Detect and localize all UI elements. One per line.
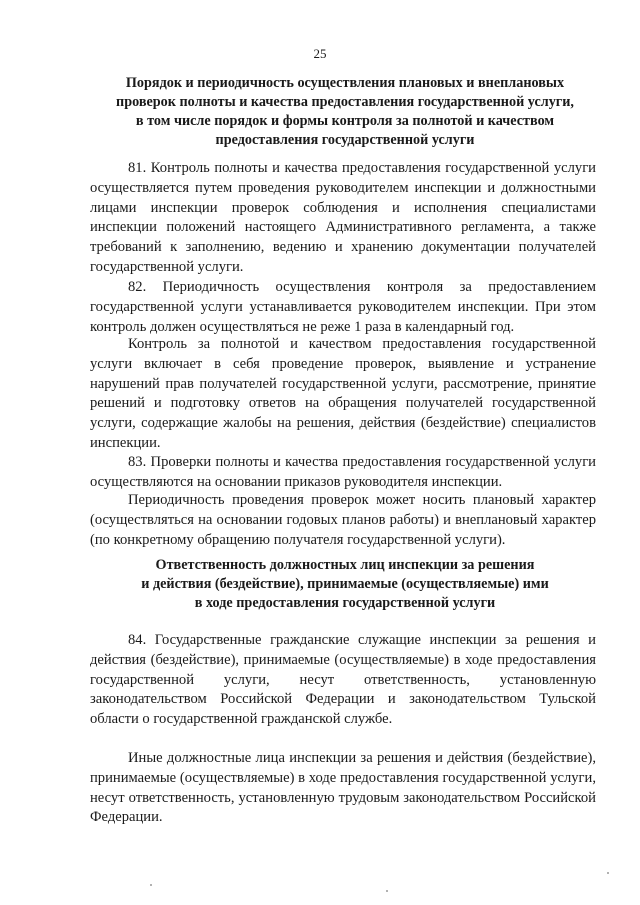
heading-line: в том числе порядок и формы контроля за полнотой и качеством xyxy=(135,113,555,129)
section-heading-responsibility xyxy=(90,556,600,613)
heading-line: предоставления государственной услуги xyxy=(215,132,475,148)
section-heading-control xyxy=(90,74,600,150)
paragraph-84: 84. Государственные гражданские служащие инспекции за решения и действия (бездействие), принимаемые (осуществляемые) в ходе предоставления государственной услуги, несут ответственность, установленную законодательством Российской Федерации и законодательством Тульской области о государственной гражданской службе. xyxy=(90,632,596,728)
scan-speck xyxy=(150,884,152,886)
heading-line: в ходе предоставления государственной услуги xyxy=(194,595,496,611)
heading-line: проверок полноты и качества предоставления государственной услуги, xyxy=(116,94,574,110)
scan-speck xyxy=(386,890,388,892)
paragraph-control-scope: Контроль за полнотой и качеством предоставления государственной услуги включает в себя проведение проверок, выявление и устранение нарушений прав получателей государственной услуги, рассмотрение, принятие решений и подготовку ответов на обращения получателей государственной услуги, содержащие жалобы на решения, действия (бездействие) специалистов инспекции. xyxy=(90,336,596,451)
paragraph-81: 81. Контроль полноты и качества предоставления государственной услуги осуществляется путем проведения руководителем инспекции и должностными лицами инспекции проверок соблюдения и исполнения специалистами инспекции положений настоящего Административного регламента, а также требований к заполнению, ведению и хранению документации получателей государственной услуги. xyxy=(90,160,596,275)
heading-line: и действия (бездействие), принимаемые (осуществляемые) ими xyxy=(141,576,549,592)
paragraph-82: 82. Периодичность осуществления контроля за предоставлением государственной услуги устанавливается руководителем инспекции. При этом контроль должен осуществляться не реже 1 раза в календарный год. xyxy=(90,279,596,335)
heading-line: Ответственность должностных лиц инспекции за решения xyxy=(155,557,535,573)
paragraph-83: 83. Проверки полноты и качества предоставления государственной услуги осуществляются на основании приказов руководителя инспекции. xyxy=(90,454,596,490)
scan-speck xyxy=(607,872,609,874)
paragraph-inspection-frequency: Периодичность проведения проверок может носить плановый характер (осуществляться на основании годовых планов работы) и внеплановый характер (по конкретному обращению получателя государственной услуги). xyxy=(90,492,596,548)
heading-line: Порядок и периодичность осуществления плановых и внеплановых xyxy=(125,75,565,91)
paragraph-other-officials: Иные должностные лица инспекции за решения и действия (бездействие), принимаемые (осуществляемые) в ходе предоставления государственной услуги, несут ответственность, установленную трудовым законодательством Российской Федерации. xyxy=(90,750,596,826)
page-number: 25 xyxy=(313,46,327,61)
